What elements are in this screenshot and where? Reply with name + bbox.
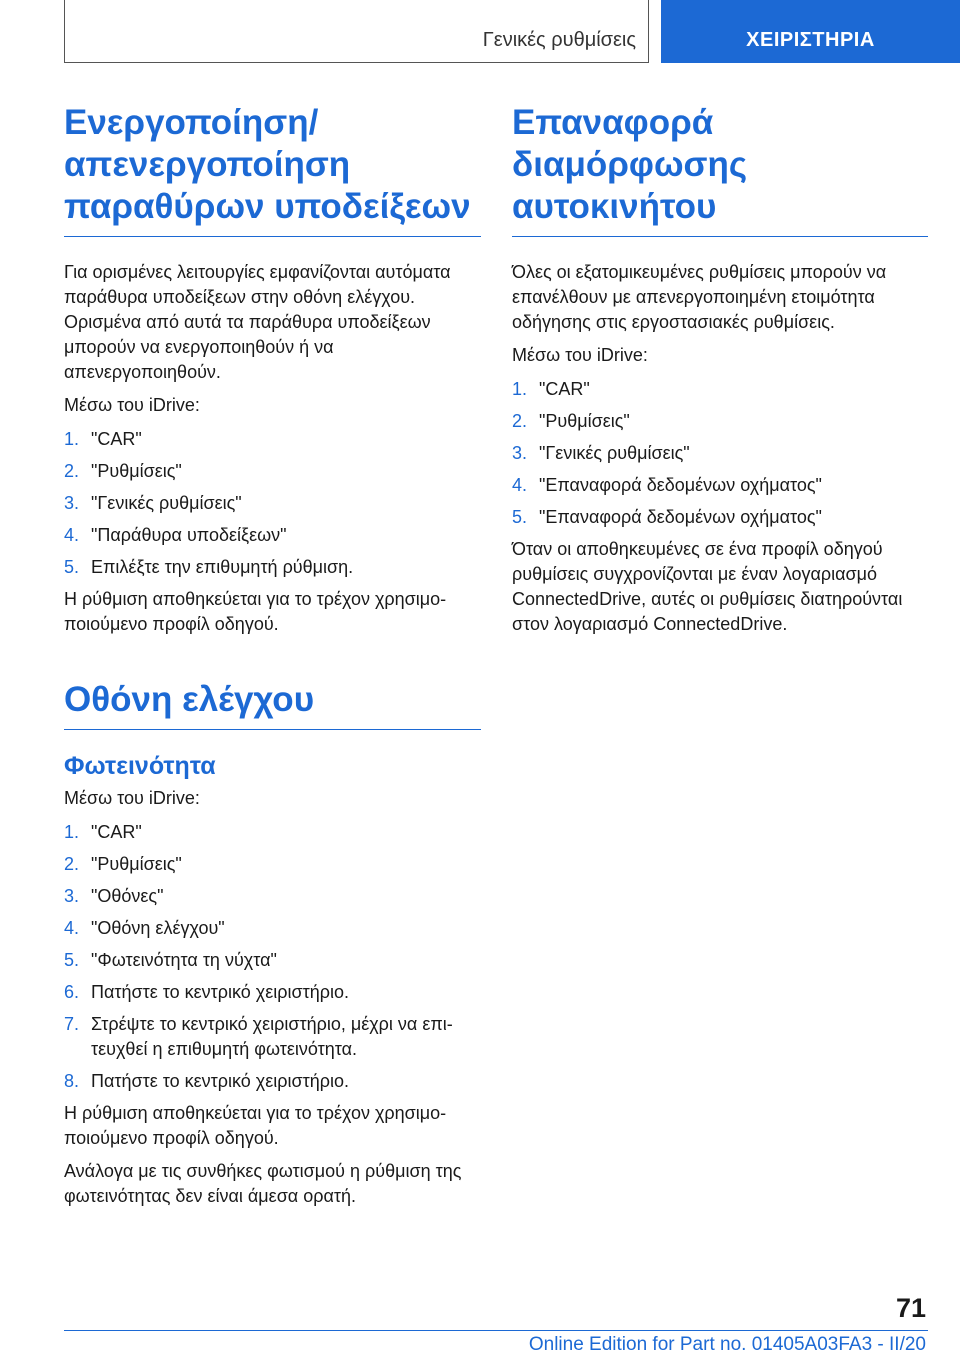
header-section-box (64, 0, 649, 63)
subsection-title-brightness: Φωτεινότητα (64, 752, 216, 780)
list-item: 5. "Επαναφορά δεδομένων οχήματος" (512, 507, 822, 527)
header-chapter-title: ΧΕΙΡΙΣΤΗΡΙΑ (746, 29, 875, 51)
list-item: 4. "Οθόνη ελέγχου" (64, 918, 225, 938)
list-item: 2. "Ρυθμίσεις" (64, 854, 182, 874)
list-item: 5. Επιλέξτε την επιθυμητή ρύθμιση. (64, 557, 354, 577)
list-item: 2. "Ρυθμίσεις" (64, 461, 182, 481)
left-column (64, 102, 481, 1209)
brightness-steps (64, 820, 481, 1094)
section-title-control-display: Οθόνη ελέγχου (64, 679, 481, 730)
footer-divider (64, 1330, 928, 1331)
brightness-note: Η ρύθμιση αποθηκεύεται για το τρέχον χρησιμοποιούμενο προφίλ οδηγού. (64, 1103, 447, 1148)
list-item: 5. "Φωτεινότητα τη νύχτα" (64, 950, 277, 970)
header-section-title: Γενικές ρυθμίσεις (482, 29, 636, 51)
list-item: 3. "Γενικές ρυθμίσεις" (512, 443, 690, 463)
list-item: 4. "Επαναφορά δεδομένων οχήματος" (512, 475, 822, 495)
reset-via: Μέσω του iDrive: (512, 345, 648, 365)
list-item: 3. "Γενικές ρυθμίσεις" (64, 493, 242, 513)
list-item: 3. "Οθόνες" (64, 886, 164, 906)
list-item: 2. "Ρυθμίσεις" (512, 411, 630, 431)
hint-windows-note: Η ρύθμιση αποθηκεύεται για το τρέχον χρησιμοποιούμενο προφίλ οδηγού. (64, 589, 447, 634)
hint-windows-intro: Για ορισμένες λειτουργίες εμφανίζονται αυτόματα παράθυρα υποδείξεων στην οθόνη ελέγχου. Ορισμένα από αυτά τα παράθυρα υποδείξεων μπορούν να ενεργοποιηθούν ή να απενεργοποιηθούν. (64, 262, 451, 382)
list-item: 6. Πατήστε το κεντρικό χειριστήριο. (64, 982, 349, 1002)
hint-windows-via: Μέσω του iDrive: (64, 395, 200, 415)
list-item: 1. "CAR" (64, 822, 142, 842)
footer-edition-text: Online Edition for Part no. 01405A03FA3 - II/20 (528, 1334, 926, 1355)
page-number: 71 (895, 1293, 926, 1323)
list-item: 1. "CAR" (512, 379, 590, 399)
right-column (512, 102, 928, 637)
hint-windows-steps (64, 427, 481, 580)
section-title-hint-windows: Ενεργοποίηση/απενεργοποίηση παραθύρων υποδείξεων (64, 102, 481, 237)
list-item: 7. Στρέψτε το κεντρικό χειριστήριο, μέχρι να επιτευχθεί η επιθυμητή φωτεινότητα. (64, 1014, 453, 1059)
list-item: 1. "CAR" (64, 429, 142, 449)
reset-note: Όταν οι αποθηκευμένες σε ένα προφίλ οδηγού ρυθμίσεις συγχρονίζονται με έναν λογαριασμό ConnectedDrive, αυτές οι ρυθμίσεις διατηρούνται στον λογαριασμό ConnectedDrive. (512, 539, 903, 634)
reset-steps (512, 377, 928, 530)
list-item: 8. Πατήστε το κεντρικό χειριστήριο. (64, 1071, 349, 1091)
reset-intro: Όλες οι εξατομικευμένες ρυθμίσεις μπορούν να επανέλθουν με απενεργοποιημένη ετοιμότητα οδήγησης στις εργοστασιακές ρυθμίσεις. (512, 262, 887, 332)
brightness-via: Μέσω του iDrive: (64, 788, 200, 808)
brightness-visibility-note: Ανάλογα με τις συνθήκες φωτισμού η ρύθμιση της φωτεινότητας δεν είναι άμεσα ορατή. (64, 1161, 462, 1206)
list-item: 4. "Παράθυρα υποδείξεων" (64, 525, 287, 545)
header-chapter-tab (661, 0, 960, 63)
section-title-reset-vehicle: Επαναφορά διαμόρφωσης αυτοκινήτου (512, 102, 928, 237)
